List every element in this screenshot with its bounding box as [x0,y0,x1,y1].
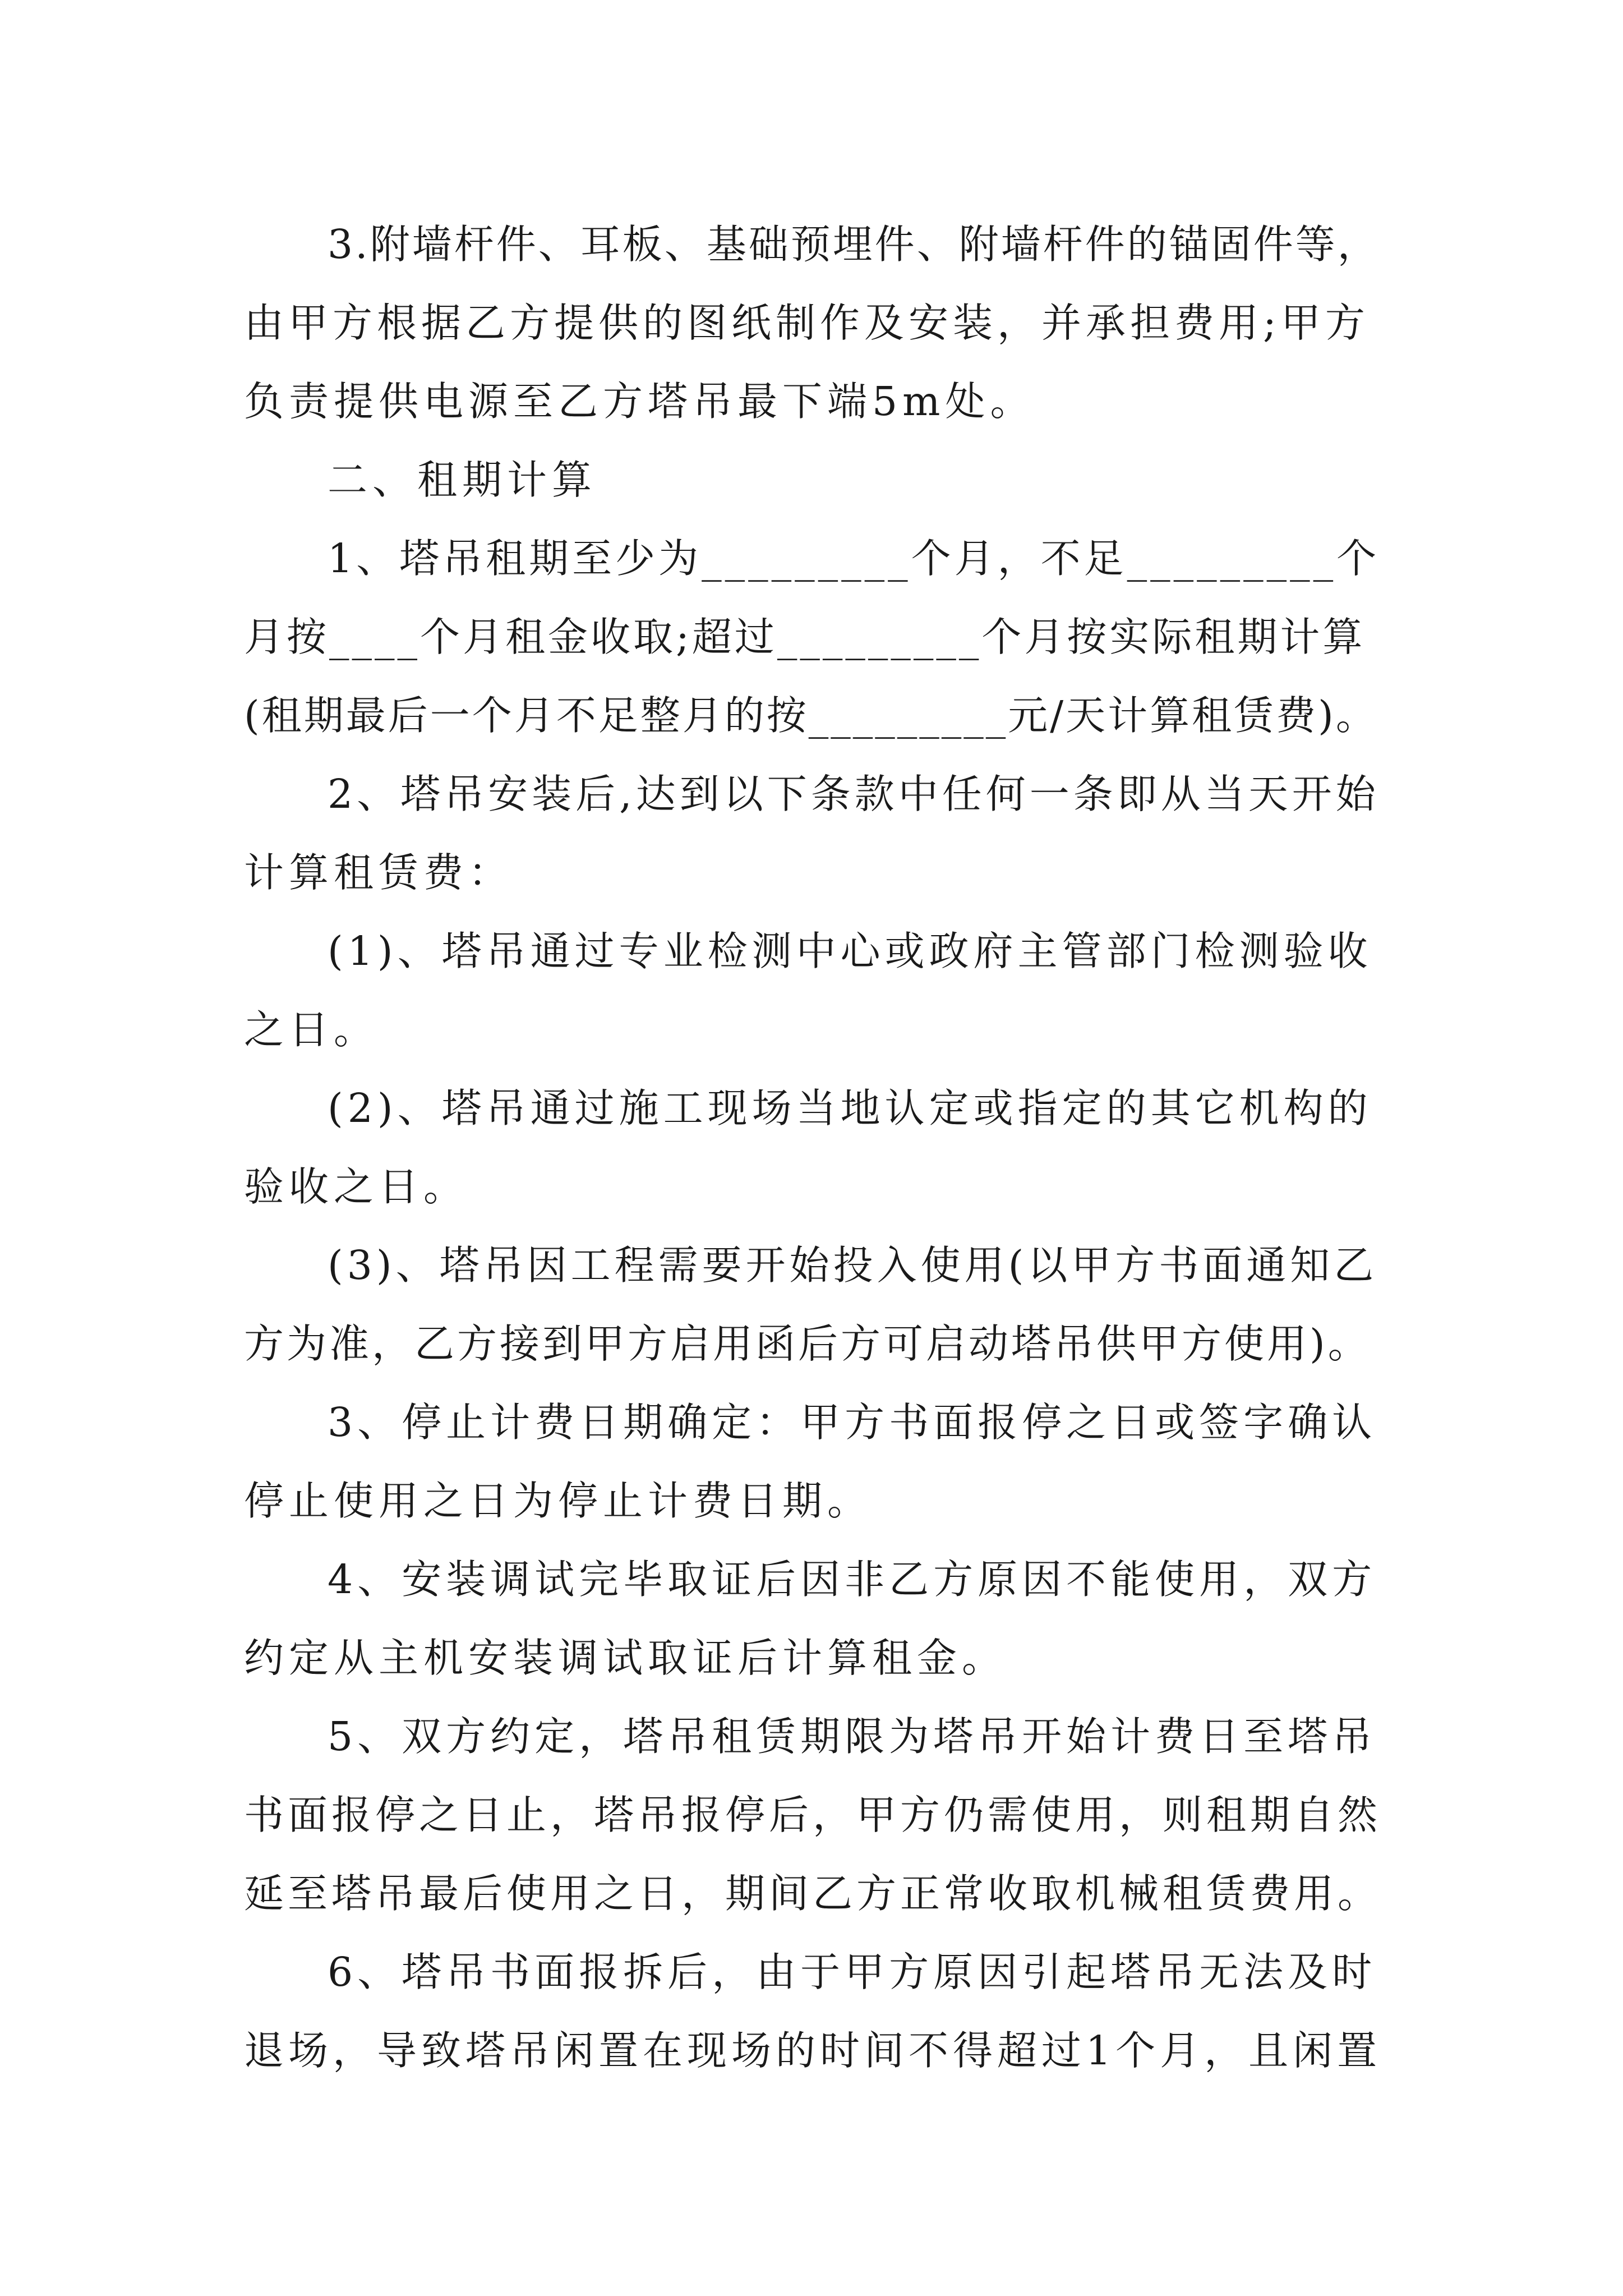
text-line: 约定从主机安装调试取证后计算租金。 [244,1635,1007,1681]
text-line: 4、安装调试完毕取证后因非乙方原因不能使用，双方 [328,1556,1377,1603]
text-line: 计算租赁费： [244,849,514,896]
text-line: 之日。 [244,1006,379,1053]
text-line: 3、停止计费日期确定：甲方书面报停之日或签字确认 [328,1399,1377,1446]
text-line: 退场，导致塔吊闲置在现场的时间不得超过1个月，且闲置 [244,2027,1382,2074]
text-line: 延至塔吊最后使用之日，期间乙方正常收取机械租赁费用。 [244,1870,1382,1917]
text-line: 5、双方约定，塔吊租赁期限为塔吊开始计费日至塔吊 [328,1713,1377,1760]
text-line: 书面报停之日止，塔吊报停后，甲方仍需使用，则租期自然 [244,1792,1382,1838]
text-line: 由甲方根据乙方提供的图纸制作及安装，并承担费用;甲方 [244,300,1370,346]
text-line: 2、塔吊安装后,达到以下条款中任何一条即从当天开始 [328,771,1380,817]
text-line: (租期最后一个月不足整月的按_________元/天计算租赁费)。 [244,692,1378,739]
text-line: (3)、塔吊因工程需要开始投入使用(以甲方书面通知乙 [328,1242,1378,1289]
text-line: 1、塔吊租期至少为_________个月，不足_________个 [328,535,1380,582]
text-line: 月按____个月租金收取;超过_________个月按实际租期计算 [244,614,1366,660]
text-line: 3.附墙杆件、耳板、基础预埋件、附墙杆件的锚固件等， [328,221,1380,268]
text-line: (2)、塔吊通过施工现场当地认定或指定的其它机构的 [328,1085,1372,1131]
text-line: 6、塔吊书面报拆后，由于甲方原因引起塔吊无法及时 [328,1949,1377,1995]
text-line: 方为准，乙方接到甲方启用函后方可启动塔吊供甲方使用)。 [244,1320,1371,1367]
text-line: 停止使用之日为停止计费日期。 [244,1478,873,1524]
text-line: 验收之日。 [244,1163,469,1210]
section-heading: 二、租期计算 [328,457,597,503]
text-line: 负责提供电源至乙方塔吊最下端5m处。 [244,378,1035,425]
text-line: (1)、塔吊通过专业检测中心或政府主管部门检测验收 [328,928,1372,974]
